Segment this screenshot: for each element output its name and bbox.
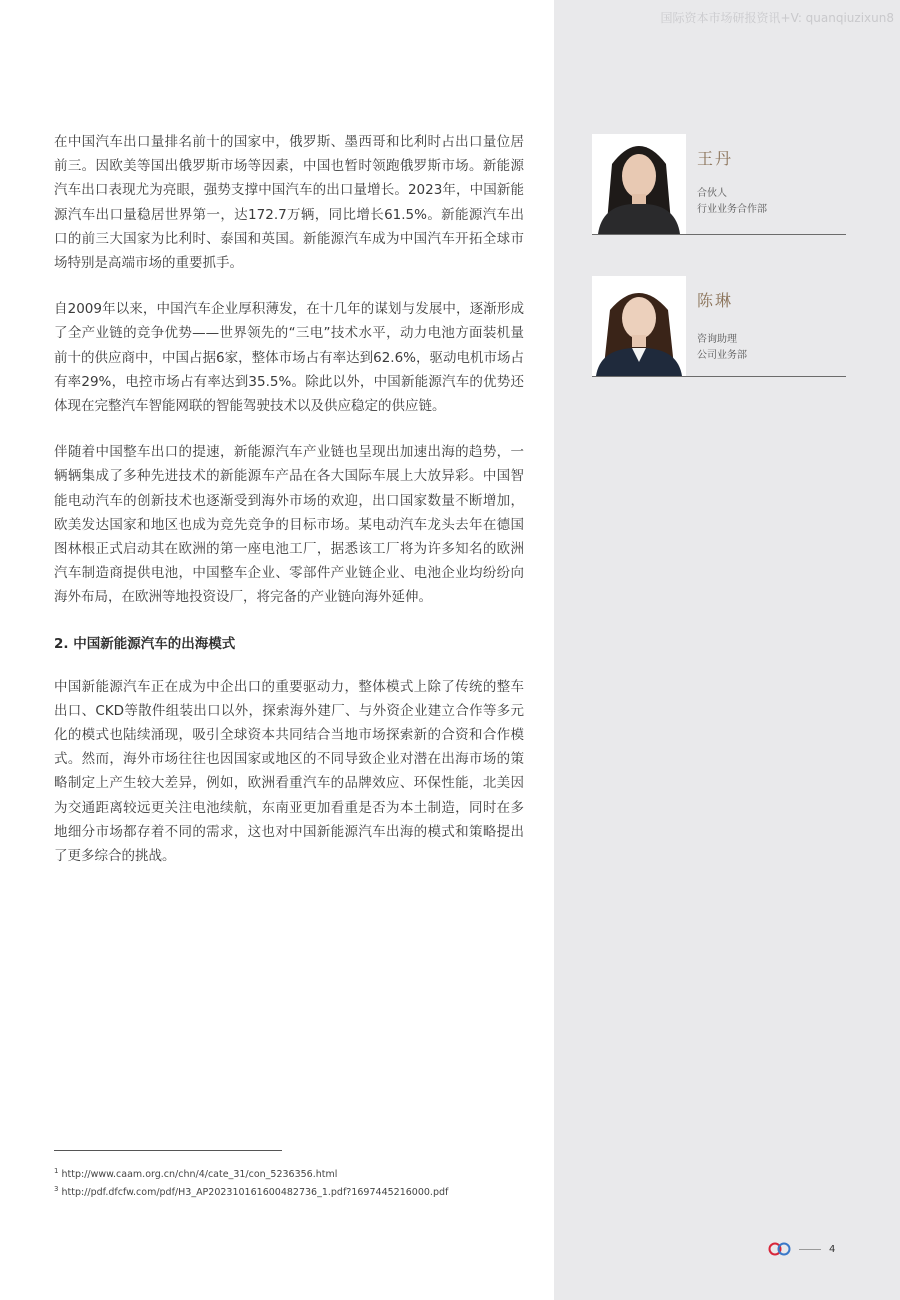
section-paragraph: 中国新能源汽车正在成为中企出口的重要驱动力，整体模式上除了传统的整车出口、CKD等散件组装出口以外，探索海外建厂、与外资企业建立合作等多元化的模式也陆续涌现，吸引全球资本共同结合当地市场探索新的合资和合作模式。然而，海外市场往往也因国家或地区的不同导致企业对潜在出海市场的策略制定上产生较大差异，例如，欧洲看重汽车的品牌效应、环保性能，北美因为交通距离较远更关注电池续航，东南亚更加看重是否为本土制造，同时在多地细分市场都存着不同的需求，这也对中国新能源汽车出海的模式和策略提出了更多综合的挑战。 bbox=[54, 678, 524, 865]
author-title: 咨询助理 bbox=[697, 334, 737, 345]
author-photo bbox=[592, 276, 686, 376]
footnotes bbox=[54, 1164, 534, 1200]
footer-divider bbox=[799, 1249, 821, 1250]
author-title: 合伙人 bbox=[697, 188, 727, 199]
article-body bbox=[54, 130, 524, 890]
company-logo-icon bbox=[767, 1242, 793, 1256]
author-sidebar bbox=[554, 0, 900, 1300]
author-name: 陈琳 bbox=[697, 291, 734, 310]
footnote-link[interactable]: http://pdf.dfcfw.com/pdf/H3_AP202310161600482736_1.pdf?1697445216000.pdf bbox=[61, 1187, 449, 1199]
author-department: 公司业务部 bbox=[697, 350, 747, 361]
footnote-link[interactable]: http://www.caam.org.cn/chn/4/cate_31/con_5236356.html bbox=[61, 1169, 338, 1181]
author-card-wang bbox=[592, 130, 846, 235]
page-number: 4 bbox=[829, 1243, 836, 1255]
author-photo bbox=[592, 134, 686, 234]
author-department: 行业业务合作部 bbox=[697, 204, 767, 215]
body-paragraph: 伴随着中国整车出口的提速，新能源汽车产业链也呈现出加速出海的趋势，一辆辆集成了多种先进技术的新能源车产品在各大国际车展上大放异彩。中国智能电动汽车的创新技术也逐渐受到海外市场的欢迎，出口国家数量不断增加，欧美发达国家和地区也成为竞先竞争的目标市场。某电动汽车龙头去年在德国图林根正式启动其在欧洲的第一座电池工厂，据悉该工厂将为许多知名的欧洲汽车制造商提供电池，中国整车企业、零部件产业链企业、电池企业均纷纷向海外布局，在欧洲等地投资设厂，将完备的产业链向海外延伸。 bbox=[54, 444, 524, 606]
body-paragraph: 在中国汽车出口量排名前十的国家中，俄罗斯、墨西哥和比利时占出口量位居前三。因欧美等国出俄罗斯市场等因素，中国也暂时领跑俄罗斯市场。新能源汽车出口表现尤为亮眼，强势支撑中国汽车的出口量增长。2023年，中国新能源汽车出口量稳居世界第一，达172.7万辆，同比增长61.5%。新能源汽车出口的前三大国家为比利时、泰国和英国。新能源汽车成为中国汽车开拓全球市场特别是高端市场的重要抓手。 bbox=[54, 134, 524, 272]
watermark: 国际资本市场研报资讯+V: quanqiuzixun8 bbox=[660, 11, 894, 25]
footnote-mark: 1 bbox=[54, 1167, 59, 1175]
footnote bbox=[54, 1164, 534, 1182]
footnote bbox=[54, 1182, 534, 1200]
author-card-chen bbox=[592, 272, 846, 377]
footnote-mark: 3 bbox=[54, 1185, 59, 1194]
section-heading: 2. 中国新能源汽车的出海模式 bbox=[54, 635, 236, 652]
author-name: 王丹 bbox=[697, 149, 734, 168]
footnote-divider bbox=[54, 1150, 282, 1151]
page-footer bbox=[767, 1240, 835, 1258]
body-paragraph: 自2009年以来，中国汽车企业厚积薄发，在十几年的谋划与发展中，逐渐形成了全产业链的竞争优势——世界领先的“三电”技术水平，动力电池方面装机量前十的供应商中，中国占据6家，整体市场占有率达到62.6%，驱动电机市场占有率29%，电控市场占有率达到35.5%。除此以外，中国新能源汽车的优势还体现在完整汽车智能网联的智能驾驶技术以及供应稳定的供应链。 bbox=[54, 301, 524, 415]
